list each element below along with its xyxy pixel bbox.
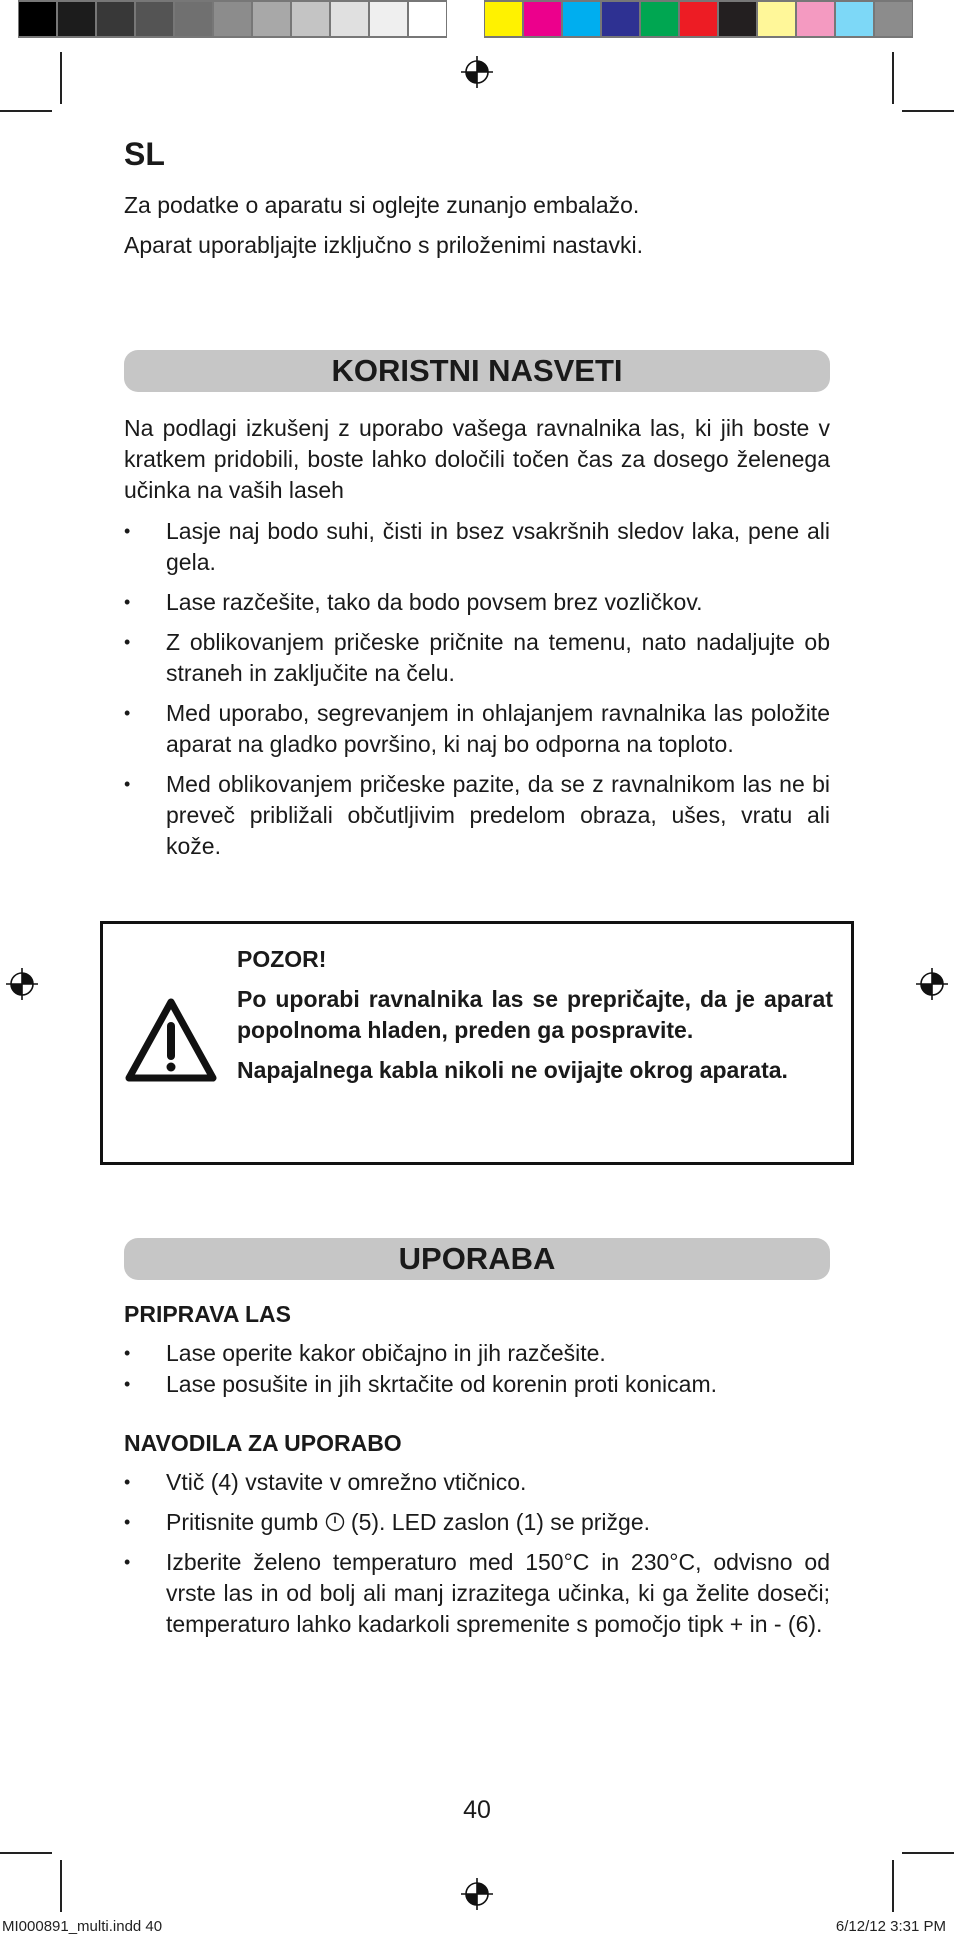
list-item: • Lase posušite in jih skrtačite od korenin proti konicam. (124, 1369, 830, 1400)
subheading-prep: PRIPRAVA LAS (124, 1301, 291, 1327)
slug-date-info: 6/12/12 3:31 PM (835, 1918, 946, 1935)
color-swatch (369, 0, 408, 38)
color-swatch (18, 0, 57, 38)
warning-title: POZOR! (237, 946, 327, 972)
registration-mark-icon (461, 56, 493, 88)
color-swatch (835, 0, 874, 38)
registration-mark-icon (6, 968, 38, 1000)
color-swatch (640, 0, 679, 38)
warning-text (237, 944, 833, 1095)
list-item: • Med oblikovanjem pričeske pazite, da se z ravnalnikom las ne bi preveč približali občutljivim predelom obraza, ušes, vratu ali kože. (124, 769, 830, 862)
list-item: • Z oblikovanjem pričeske pričnite na temenu, nato nadaljujte ob straneh in zaključite na čelu. (124, 627, 830, 689)
list-item (124, 1507, 830, 1538)
instruction-text: (5). LED zaslon (1) se prižge. (350, 1509, 651, 1535)
crop-mark (0, 1852, 52, 1854)
color-swatch (757, 0, 796, 38)
subheading-instructions: NAVODILA ZA UPORABO (124, 1430, 402, 1456)
crop-mark (60, 52, 62, 104)
list-item: • Lasje naj bodo suhi, čisti in bsez vsakršnih sledov laka, pene ali gela. (124, 516, 830, 578)
color-swatch (252, 0, 291, 38)
crop-mark (902, 110, 954, 112)
crop-mark (892, 1860, 894, 1912)
page-number: 40 (463, 1796, 491, 1824)
instructions-list (124, 1467, 830, 1640)
tips-list (124, 516, 830, 862)
color-swatch (484, 0, 523, 38)
color-swatch (679, 0, 718, 38)
list-item: • Lase operite kakor običajno in jih razčešite. (124, 1338, 830, 1369)
crop-mark (0, 110, 52, 112)
registration-mark-icon (916, 968, 948, 1000)
color-swatch (562, 0, 601, 38)
color-swatch (135, 0, 174, 38)
language-code: SL (124, 136, 165, 172)
intro-line: Aparat uporabljajte izključno s priloženimi nastavki. (124, 232, 644, 258)
color-swatch (57, 0, 96, 38)
tips-lead-paragraph: Na podlagi izkušenj z uporabo vašega ravnalnika las, ki jih boste v kratkem pridobili, boste lahko določili točen čas za dosego želenega učinka na vaših laseh (124, 415, 830, 503)
color-swatch (330, 0, 369, 38)
crop-mark (902, 1852, 954, 1854)
color-swatch (718, 0, 757, 38)
list-item: • Vtič (4) vstavite v omrežno vtičnico. (124, 1467, 830, 1498)
slug-file-info: MI000891_multi.indd 40 (2, 1918, 163, 1935)
color-swatch (523, 0, 562, 38)
warning-triangle-icon (123, 996, 219, 1084)
color-swatch (408, 0, 447, 38)
intro-line: Za podatke o aparatu si oglejte zunanjo embalažo. (124, 192, 640, 218)
gray-color-bar (18, 0, 447, 42)
cmyk-color-bar (484, 0, 913, 42)
crop-mark (60, 1860, 62, 1912)
registration-mark-icon (461, 1878, 493, 1910)
power-button-icon (325, 1512, 345, 1532)
color-swatch (796, 0, 835, 38)
color-swatch (174, 0, 213, 38)
prep-list (124, 1338, 830, 1400)
instruction-text: Pritisnite gumb (166, 1509, 319, 1535)
section-heading-tips: KORISTNI NASVETI (124, 350, 830, 392)
section-heading-usage: UPORABA (124, 1238, 830, 1280)
color-swatch (96, 0, 135, 38)
color-swatch (601, 0, 640, 38)
color-swatch (213, 0, 252, 38)
warning-paragraph: Po uporabi ravnalnika las se prepričajte, da je aparat popolnoma hladen, preden ga pospravite. (237, 986, 833, 1043)
color-swatch (291, 0, 330, 38)
list-item: • Med uporabo, segrevanjem in ohlajanjem ravnalnika las položite aparat na gladko površino, ki naj bo odporna na toploto. (124, 698, 830, 760)
warning-box (100, 921, 854, 1165)
list-item: • Izberite želeno temperaturo med 150°C in 230°C, odvisno od vrste las in od bolj ali manj izrazitega učinka, ki ga želite doseči; temperaturo lahko kadarkoli spremenite s pomočjo tipk + in - (6). (124, 1547, 830, 1640)
list-item: • Lase razčešite, tako da bodo povsem brez vozličkov. (124, 587, 830, 618)
warning-paragraph: Napajalnega kabla nikoli ne ovijajte okrog aparata. (237, 1057, 788, 1083)
color-swatch (874, 0, 913, 38)
crop-mark (892, 52, 894, 104)
